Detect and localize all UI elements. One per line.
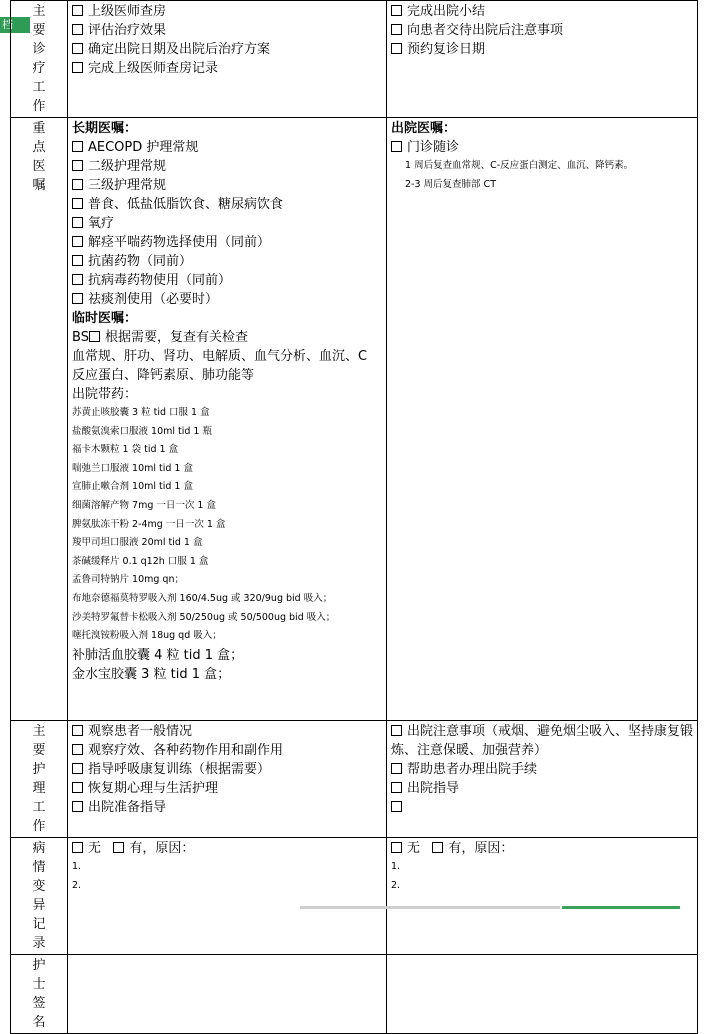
checkbox-icon[interactable] bbox=[391, 43, 402, 54]
row-label-variation: 病情变异记录 bbox=[11, 838, 68, 955]
nursing-left-item-text: 观察疗效、各种药物作用和副作用 bbox=[88, 743, 284, 758]
checkbox-icon[interactable] bbox=[432, 842, 443, 853]
discharge-drug-item: 福卡木颗粒 1 袋 tid 1 盒 bbox=[72, 444, 179, 456]
long-term-order-item-text: 抗病毒药物使用（同前） bbox=[88, 273, 232, 288]
main-work-left bbox=[68, 1, 387, 118]
main-work-left-item-text: 确定出院日期及出院后治疗方案 bbox=[88, 42, 271, 57]
checkbox-icon[interactable] bbox=[72, 842, 83, 853]
main-work-left-item bbox=[72, 40, 382, 59]
row-label-orders: 重点医嘱 bbox=[11, 118, 68, 721]
side-tag: 档 bbox=[0, 17, 30, 33]
nursing-left-item bbox=[72, 722, 382, 741]
long-term-orders-title: 长期医嘱： bbox=[72, 121, 138, 136]
discharge-drug-item: 茶碱缓释片 0.1 q12h 口服 1 盒 bbox=[72, 555, 209, 567]
main-work-right-list bbox=[391, 2, 693, 59]
discharge-orders-title: 出院医嘱： bbox=[391, 121, 457, 136]
main-work-right-item-text: 预约复诊日期 bbox=[407, 42, 486, 57]
orders-right bbox=[387, 118, 698, 721]
discharge-drug-item: 羧甲司坦口服液 20ml tid 1 盒 bbox=[72, 537, 203, 549]
long-term-order-item-text: AECOPD 护理常规 bbox=[88, 140, 199, 155]
main-work-right-item-text: 向患者交待出院后注意事项 bbox=[407, 23, 564, 38]
nursing-left-item bbox=[72, 741, 382, 760]
main-work-left-item-text: 完成上级医师查房记录 bbox=[88, 61, 219, 76]
discharge-drug-item: 脾氨肽冻干粉 2-4mg 一日一次 1 盒 bbox=[72, 518, 226, 530]
variation-options-right bbox=[391, 839, 693, 858]
long-term-order-item bbox=[72, 252, 382, 271]
temp-order-recheck-text: 根据需要，复查有关检查 bbox=[104, 330, 248, 345]
variation-options-left bbox=[72, 839, 382, 858]
variation-none-label: 无 bbox=[88, 841, 102, 856]
orders-left bbox=[68, 118, 387, 721]
checkbox-icon[interactable] bbox=[72, 198, 83, 209]
checkbox-icon[interactable] bbox=[391, 24, 402, 35]
main-work-right-item bbox=[391, 40, 693, 59]
main-work-right-item bbox=[391, 2, 693, 21]
nursing-right-item bbox=[391, 798, 693, 817]
discharge-drug-item: 孟鲁司特钠片 10mg qn； bbox=[72, 574, 184, 586]
checkbox-icon[interactable] bbox=[391, 5, 402, 16]
discharge-drugs-list bbox=[72, 404, 382, 646]
long-term-order-item bbox=[72, 138, 382, 157]
checkbox-icon[interactable] bbox=[391, 801, 402, 812]
checkbox-icon[interactable] bbox=[72, 255, 83, 266]
variation-item-1: 1. bbox=[72, 861, 82, 872]
variation-none-label: 无 bbox=[407, 841, 421, 856]
main-work-left-item-text: 评估治疗效果 bbox=[88, 23, 167, 38]
discharge-drug-large-item: 补肺活血胶囊 4 粒 tid 1 盒； bbox=[72, 647, 244, 663]
discharge-drug-item: 布地奈德福莫特罗吸入剂 160/4.5ug 或 320/9ug bid 吸入； bbox=[72, 592, 333, 604]
nursing-left-item-text: 观察患者一般情况 bbox=[88, 724, 193, 739]
main-work-left-item bbox=[72, 59, 382, 78]
checkbox-icon[interactable] bbox=[72, 801, 83, 812]
row-label-main-work: 主要诊疗工作 bbox=[11, 1, 68, 118]
long-term-order-item bbox=[72, 195, 382, 214]
nursing-left-item bbox=[72, 760, 382, 779]
variation-left bbox=[68, 838, 387, 955]
nursing-right bbox=[387, 721, 698, 838]
temp-order-prefix: BS bbox=[72, 330, 89, 345]
checkbox-icon[interactable] bbox=[72, 744, 83, 755]
main-work-left-item bbox=[72, 2, 382, 21]
long-term-order-item-text: 三级护理常规 bbox=[88, 178, 167, 193]
nursing-right-item-text: 出院注意事项（戒烟、避免烟尘吸入、坚持康复锻炼、注意保暖、加强营养） bbox=[391, 724, 694, 758]
nurse-sign-left[interactable] bbox=[68, 955, 387, 1034]
checkbox-icon[interactable] bbox=[72, 24, 83, 35]
variation-right bbox=[387, 838, 698, 955]
nursing-left-item-text: 出院准备指导 bbox=[88, 800, 167, 815]
main-work-right bbox=[387, 1, 698, 118]
checkbox-icon[interactable] bbox=[391, 782, 402, 793]
checkbox-icon[interactable] bbox=[72, 5, 83, 16]
checkbox-icon[interactable] bbox=[391, 725, 402, 736]
discharge-drug-large-item: 金水宝胶囊 3 粒 tid 1 盒； bbox=[72, 666, 231, 682]
row-key-orders bbox=[11, 118, 698, 721]
checkbox-icon[interactable] bbox=[391, 842, 402, 853]
long-term-order-item bbox=[72, 176, 382, 195]
checkbox-icon[interactable] bbox=[72, 43, 83, 54]
discharge-drug-item: 噻托溴铵粉吸入剂 18ug qd 吸入； bbox=[72, 630, 222, 642]
discharge-order-item bbox=[391, 138, 693, 157]
main-work-left-list bbox=[72, 2, 382, 78]
discharge-drugs-list-large bbox=[72, 646, 382, 684]
discharge-note-2: 2-3 周后复查肺部 CT bbox=[405, 178, 496, 190]
discharge-drug-item: 盐酸氨溴索口服液 10ml tid 1 瓶 bbox=[72, 425, 213, 437]
checkbox-icon[interactable] bbox=[72, 293, 83, 304]
variation-has-label: 有，原因： bbox=[129, 841, 195, 856]
main-work-left-item bbox=[72, 21, 382, 40]
checkbox-icon[interactable] bbox=[391, 141, 402, 152]
long-term-order-item bbox=[72, 290, 382, 309]
row-nurse-sign bbox=[11, 955, 698, 1034]
main-work-right-item-text: 完成出院小结 bbox=[407, 4, 486, 19]
nursing-right-item-text: 出院指导 bbox=[407, 781, 460, 796]
nurse-sign-right[interactable] bbox=[387, 955, 698, 1034]
nursing-left-item-text: 恢复期心理与生活护理 bbox=[88, 781, 219, 796]
nursing-left bbox=[68, 721, 387, 838]
row-variation bbox=[11, 838, 698, 955]
nursing-left-list bbox=[72, 722, 382, 817]
checkbox-icon[interactable] bbox=[72, 141, 83, 152]
temp-orders-title: 临时医嘱： bbox=[72, 311, 138, 326]
discharge-drug-item: 喘弛兰口服液 10ml tid 1 盒 bbox=[72, 462, 193, 474]
long-term-order-item bbox=[72, 233, 382, 252]
checkbox-icon[interactable] bbox=[89, 331, 100, 342]
long-term-order-item-text: 二级护理常规 bbox=[88, 159, 167, 174]
checkbox-icon[interactable] bbox=[72, 179, 83, 190]
long-term-order-item-text: 氧疗 bbox=[88, 216, 115, 231]
checkbox-icon[interactable] bbox=[72, 62, 83, 73]
row-nursing bbox=[11, 721, 698, 838]
long-term-order-item-text: 祛痰剂使用（必要时） bbox=[88, 292, 219, 307]
discharge-drug-item: 宣肺止嗽合剂 10ml tid 1 盒 bbox=[72, 481, 193, 493]
row-label-nursing: 主要护理工作 bbox=[11, 721, 68, 838]
discharge-drugs-title: 出院带药： bbox=[72, 387, 138, 402]
temp-order-recheck bbox=[72, 328, 382, 347]
long-term-order-item-text: 解痉平喘药物选择使用（同前） bbox=[88, 235, 271, 250]
nursing-right-list bbox=[391, 722, 693, 817]
long-term-order-item-text: 抗菌药物（同前） bbox=[88, 254, 193, 269]
checkbox-icon[interactable] bbox=[391, 763, 402, 774]
row-label-nurse-sign: 护士签名 bbox=[11, 955, 68, 1034]
discharge-note-1: 1 周后复查血常规、C-反应蛋白测定、血沉、降钙素。 bbox=[405, 160, 634, 171]
variation-has-label: 有，原因： bbox=[448, 841, 514, 856]
long-term-orders-list bbox=[72, 138, 382, 309]
variation-item-2: 2. bbox=[391, 879, 401, 891]
checkbox-icon[interactable] bbox=[72, 217, 83, 228]
variation-item-2: 2. bbox=[72, 879, 82, 891]
main-work-right-item bbox=[391, 21, 693, 40]
nursing-right-item bbox=[391, 722, 693, 760]
discharge-order-item-text: 门诊随诊 bbox=[407, 140, 460, 155]
nursing-left-item-text: 指导呼吸康复训练（根据需要） bbox=[88, 762, 271, 777]
checkbox-icon[interactable] bbox=[72, 782, 83, 793]
checkbox-icon[interactable] bbox=[72, 160, 83, 171]
variation-item-1: 1. bbox=[391, 861, 401, 872]
nursing-right-item bbox=[391, 760, 693, 779]
discharge-drug-item: 细菌溶解产物 7mg 一日一次 1 盒 bbox=[72, 499, 216, 511]
nursing-left-item bbox=[72, 779, 382, 798]
checkbox-icon[interactable] bbox=[72, 236, 83, 247]
discharge-drug-item: 苏黄止咳胶囊 3 粒 tid 口服 1 盒 bbox=[72, 407, 210, 418]
checkbox-icon[interactable] bbox=[72, 725, 83, 736]
long-term-order-item bbox=[72, 271, 382, 290]
checkbox-icon[interactable] bbox=[72, 274, 83, 285]
checkbox-icon[interactable] bbox=[72, 763, 83, 774]
nursing-right-item bbox=[391, 779, 693, 798]
row-main-work bbox=[11, 1, 698, 118]
long-term-order-item bbox=[72, 214, 382, 233]
discharge-drug-item: 沙美特罗氟替卡松吸入剂 50/250ug 或 50/500ug bid 吸入； bbox=[72, 611, 336, 623]
long-term-order-item-text: 普食、低盐低脂饮食、糖尿病饮食 bbox=[88, 197, 284, 212]
main-work-left-item-text: 上级医师查房 bbox=[88, 4, 167, 19]
checkbox-icon[interactable] bbox=[113, 842, 124, 853]
nursing-right-item-text: 帮助患者办理出院手续 bbox=[407, 762, 538, 777]
nursing-left-item bbox=[72, 798, 382, 817]
long-term-order-item bbox=[72, 157, 382, 176]
temp-order-tests: 血常规、肝功、肾功、电解质、血气分析、血沉、C 反应蛋白、降钙素原、肺功能等 bbox=[72, 349, 368, 383]
clinical-pathway-table bbox=[10, 0, 698, 1034]
